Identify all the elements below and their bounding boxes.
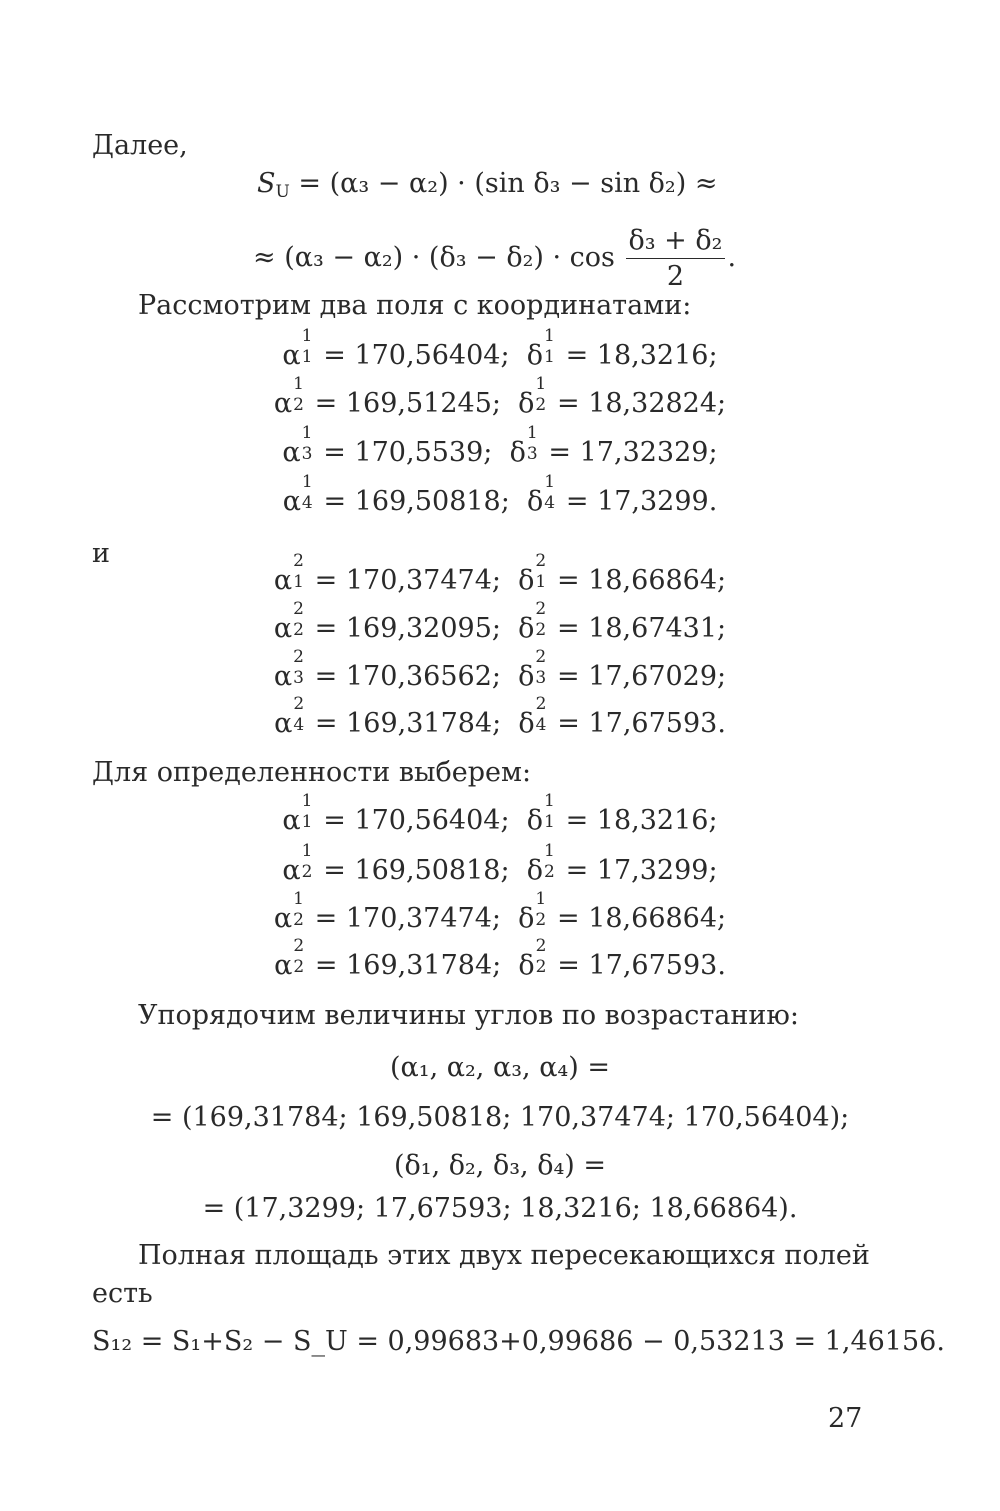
equation-su-line2 — [253, 225, 736, 292]
field2-row: α 2 3 = 170,36562; δ 2 3 = 17,67029; — [273, 647, 727, 692]
alpha-value: 169,50818 — [354, 855, 501, 886]
delta-symbol: δ — [509, 437, 526, 468]
delta-value: 18,32824 — [588, 388, 718, 419]
delta-symbol: δ — [518, 903, 535, 934]
delta-value: 18,66864 — [588, 903, 718, 934]
delta-value: 17,3299 — [596, 855, 709, 886]
delta-symbol: δ — [518, 950, 535, 981]
alpha-tuple-rhs: = (169,31784; 169,50818; 170,37474; 170,56404); — [150, 1102, 850, 1133]
alpha-tuple-lhs: (α₁, α₂, α₃, α₄) = — [390, 1052, 610, 1083]
alpha-value: 169,51245 — [345, 388, 492, 419]
delta-symbol: δ — [526, 340, 543, 371]
alpha-symbol: α — [273, 565, 293, 596]
delta-symbol: δ — [518, 661, 535, 692]
delta-value: 18,67431 — [588, 613, 718, 644]
fraction-numerator: δ₃ + δ₂ — [626, 225, 726, 259]
field2-row: α 2 4 = 169,31784; δ 2 4 = 17,67593. — [274, 694, 726, 739]
delta-value: 17,67593 — [588, 708, 718, 739]
delta-tuple-rhs: = (17,3299; 17,67593; 18,3216; 18,66864). — [202, 1193, 798, 1224]
page-number: 27 — [828, 1403, 863, 1434]
delta-value: 18,3216 — [596, 340, 709, 371]
paragraph-uporyad: Упорядочим величины углов по возрастанию: — [138, 1000, 799, 1031]
field1-row: α 1 3 = 170,5539; δ 1 3 = 17,32329; — [282, 423, 718, 468]
field1-row: α 1 1 = 170,56404; δ 1 1 = 18,3216; — [282, 326, 718, 371]
paragraph-dalee: Далее, — [92, 130, 188, 161]
delta-symbol: δ — [518, 613, 535, 644]
delta-symbol: δ — [526, 805, 543, 836]
su-line2-end: . — [727, 242, 737, 273]
alpha-value: 169,50818 — [354, 486, 501, 517]
chosen-row: α 2 2 = 169,31784; δ 2 2 = 17,67593. — [274, 936, 726, 981]
delta-value: 17,32329 — [579, 437, 709, 468]
fraction-denominator: 2 — [666, 261, 685, 292]
alpha-symbol: α — [273, 613, 293, 644]
su-rhs: = (α₃ − α₂) · (sin δ₃ − sin δ₂) ≈ — [298, 168, 718, 199]
delta-symbol: δ — [518, 708, 535, 739]
word-i: и — [92, 538, 110, 569]
alpha-symbol: α — [282, 340, 301, 371]
su-symbol: S — [257, 168, 276, 199]
field2-row: α 2 2 = 169,32095; δ 2 2 = 18,67431; — [273, 599, 727, 644]
alpha-value: 169,32095 — [345, 613, 492, 644]
delta-symbol: δ — [526, 855, 543, 886]
paragraph-polnaya: Полная площадь этих двух пересекающихся полей — [138, 1240, 870, 1271]
alpha-value: 170,37474 — [345, 903, 492, 934]
alpha-symbol: α — [282, 805, 301, 836]
alpha-symbol: α — [273, 388, 293, 419]
alpha-value: 170,5539 — [354, 437, 484, 468]
delta-value: 17,67029 — [588, 661, 718, 692]
chosen-row: α 1 1 = 170,56404; δ 1 1 = 18,3216; — [282, 791, 718, 836]
chosen-row: α 1 2 = 170,37474; δ 1 2 = 18,66864; — [273, 889, 727, 934]
alpha-value: 170,37474 — [345, 565, 492, 596]
alpha-value: 169,31784 — [346, 708, 493, 739]
field2-row: α 2 1 = 170,37474; δ 2 1 = 18,66864; — [273, 551, 727, 596]
cos-fraction — [626, 225, 726, 292]
delta-value: 17,3299 — [597, 486, 709, 517]
paragraph-rassmotrim: Рассмотрим два поля с координатами: — [138, 290, 692, 321]
su-line2-lhs: ≈ (α₃ − α₂) · (δ₃ − δ₂) · cos — [253, 242, 615, 273]
field1-row: α 1 2 = 169,51245; δ 1 2 = 18,32824; — [273, 374, 727, 419]
alpha-symbol: α — [273, 903, 293, 934]
paragraph-est: есть — [92, 1278, 153, 1309]
delta-tuple-lhs: (δ₁, δ₂, δ₃, δ₄) = — [393, 1150, 607, 1181]
final-equation: S₁₂ = S₁+S₂ − S_U = 0,99683+0,99686 − 0,53213 = 1,46156. — [92, 1326, 945, 1357]
field1-row: α 1 4 = 169,50818; δ 1 4 = 17,3299. — [282, 472, 718, 517]
paragraph-dlya: Для определенности выберем: — [92, 757, 532, 788]
alpha-symbol: α — [274, 950, 293, 981]
alpha-value: 170,56404 — [354, 805, 501, 836]
delta-symbol: δ — [518, 565, 535, 596]
alpha-value: 170,36562 — [345, 661, 492, 692]
equation-su-line1 — [257, 168, 718, 202]
alpha-value: 170,56404 — [354, 340, 501, 371]
delta-symbol: δ — [527, 486, 544, 517]
delta-value: 17,67593 — [588, 950, 718, 981]
su-subscript: U — [275, 182, 290, 202]
alpha-symbol: α — [282, 486, 301, 517]
delta-value: 18,66864 — [588, 565, 718, 596]
alpha-symbol: α — [273, 661, 293, 692]
alpha-symbol: α — [282, 437, 301, 468]
alpha-symbol: α — [282, 855, 301, 886]
chosen-row: α 1 2 = 169,50818; δ 1 2 = 17,3299; — [282, 841, 718, 886]
delta-symbol: δ — [518, 388, 535, 419]
alpha-symbol: α — [274, 708, 293, 739]
alpha-value: 169,31784 — [346, 950, 493, 981]
delta-value: 18,3216 — [596, 805, 709, 836]
